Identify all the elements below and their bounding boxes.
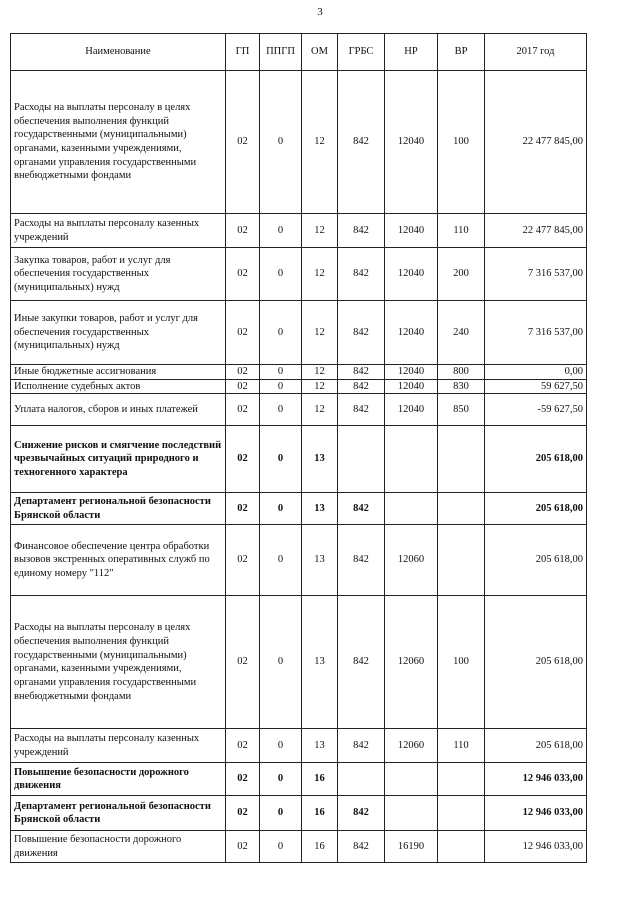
row-gp: 02 <box>226 796 260 831</box>
row-ppgp: 0 <box>260 525 302 596</box>
row-amount: 205 618,00 <box>485 525 587 596</box>
row-grbs: 842 <box>338 493 385 525</box>
table-row <box>11 248 587 301</box>
row-ppgp: 0 <box>260 796 302 831</box>
row-name: Департамент региональной безопасности Брянской области <box>11 493 226 525</box>
row-amount: 22 477 845,00 <box>485 71 587 214</box>
row-vr: 200 <box>438 248 485 301</box>
row-np: 12060 <box>385 596 438 729</box>
row-vr: 240 <box>438 301 485 365</box>
row-ppgp: 0 <box>260 426 302 493</box>
row-amount: -59 627,50 <box>485 394 587 426</box>
row-np <box>385 796 438 831</box>
row-gp: 02 <box>226 248 260 301</box>
header-row <box>11 34 587 71</box>
row-gp: 02 <box>226 729 260 763</box>
row-ppgp: 0 <box>260 365 302 380</box>
table-row <box>11 493 587 525</box>
row-amount: 12 946 033,00 <box>485 796 587 831</box>
table-row <box>11 394 587 426</box>
row-name: Департамент региональной безопасности Брянской области <box>11 796 226 831</box>
row-om: 12 <box>302 214 338 248</box>
budget-table <box>10 33 587 863</box>
table-row <box>11 379 587 394</box>
row-gp: 02 <box>226 71 260 214</box>
row-np: 12040 <box>385 214 438 248</box>
row-amount: 0,00 <box>485 365 587 380</box>
row-om: 16 <box>302 831 338 863</box>
row-om: 13 <box>302 596 338 729</box>
row-np <box>385 426 438 493</box>
page-number: 3 <box>317 6 323 18</box>
row-om: 12 <box>302 379 338 394</box>
row-amount: 7 316 537,00 <box>485 301 587 365</box>
row-grbs: 842 <box>338 71 385 214</box>
row-name: Снижение рисков и смягчение последствий чрезвычайных ситуаций природного и техногенного характера <box>11 426 226 493</box>
row-gp: 02 <box>226 831 260 863</box>
row-om: 13 <box>302 729 338 763</box>
header-year: 2017 год <box>485 34 587 71</box>
row-grbs: 842 <box>338 525 385 596</box>
row-ppgp: 0 <box>260 301 302 365</box>
row-vr: 100 <box>438 71 485 214</box>
row-vr <box>438 426 485 493</box>
row-vr: 830 <box>438 379 485 394</box>
row-gp: 02 <box>226 493 260 525</box>
row-vr: 110 <box>438 214 485 248</box>
row-vr <box>438 831 485 863</box>
row-np: 12060 <box>385 525 438 596</box>
table-row <box>11 596 587 729</box>
row-grbs: 842 <box>338 796 385 831</box>
row-om: 12 <box>302 301 338 365</box>
row-amount: 59 627,50 <box>485 379 587 394</box>
row-vr <box>438 493 485 525</box>
table-row <box>11 729 587 763</box>
row-ppgp: 0 <box>260 596 302 729</box>
row-amount: 205 618,00 <box>485 729 587 763</box>
row-om: 13 <box>302 426 338 493</box>
row-name: Расходы на выплаты персоналу в целях обеспечения выполнения функций государственными (муниципальными) органами, казенными учреждениями, органами управления государственными внебюджетными фондами <box>11 596 226 729</box>
header-vr: ВР <box>438 34 485 71</box>
row-om: 13 <box>302 525 338 596</box>
header-om: ОМ <box>302 34 338 71</box>
row-name: Повышение безопасности дорожного движения <box>11 763 226 796</box>
row-np: 12040 <box>385 301 438 365</box>
row-om: 13 <box>302 493 338 525</box>
row-name: Повышение безопасности дорожного движения <box>11 831 226 863</box>
row-name: Уплата налогов, сборов и иных платежей <box>11 394 226 426</box>
row-name: Финансовое обеспечение центра обработки вызовов экстренных оперативных служб по единому номеру "112" <box>11 525 226 596</box>
row-om: 16 <box>302 796 338 831</box>
row-om: 12 <box>302 71 338 214</box>
row-np: 12040 <box>385 365 438 380</box>
row-vr: 850 <box>438 394 485 426</box>
row-ppgp: 0 <box>260 379 302 394</box>
row-name: Иные закупки товаров, работ и услуг для обеспечения государственных (муниципальных) нужд <box>11 301 226 365</box>
row-amount: 12 946 033,00 <box>485 763 587 796</box>
row-grbs: 842 <box>338 831 385 863</box>
row-np <box>385 763 438 796</box>
row-vr: 100 <box>438 596 485 729</box>
header-gp: ГП <box>226 34 260 71</box>
table-row <box>11 301 587 365</box>
row-vr <box>438 525 485 596</box>
table-row <box>11 525 587 596</box>
row-ppgp: 0 <box>260 214 302 248</box>
table-row <box>11 214 587 248</box>
row-gp: 02 <box>226 525 260 596</box>
row-gp: 02 <box>226 596 260 729</box>
row-name: Иные бюджетные ассигнования <box>11 365 226 380</box>
row-amount: 7 316 537,00 <box>485 248 587 301</box>
row-gp: 02 <box>226 379 260 394</box>
row-name: Закупка товаров, работ и услуг для обеспечения государственных (муниципальных) нужд <box>11 248 226 301</box>
row-gp: 02 <box>226 394 260 426</box>
row-ppgp: 0 <box>260 493 302 525</box>
row-vr <box>438 796 485 831</box>
row-amount: 205 618,00 <box>485 493 587 525</box>
row-grbs: 842 <box>338 379 385 394</box>
row-om: 12 <box>302 248 338 301</box>
row-np: 12040 <box>385 379 438 394</box>
row-gp: 02 <box>226 763 260 796</box>
row-amount: 205 618,00 <box>485 426 587 493</box>
row-vr: 800 <box>438 365 485 380</box>
row-np: 12060 <box>385 729 438 763</box>
row-gp: 02 <box>226 365 260 380</box>
row-name: Расходы на выплаты персоналу казенных учреждений <box>11 729 226 763</box>
row-np: 12040 <box>385 394 438 426</box>
row-name: Расходы на выплаты персоналу в целях обеспечения выполнения функций государственными (муниципальными) органами, казенными учреждениями, органами управления государственными внебюджетными фондами <box>11 71 226 214</box>
row-vr <box>438 763 485 796</box>
row-om: 16 <box>302 763 338 796</box>
row-ppgp: 0 <box>260 729 302 763</box>
row-ppgp: 0 <box>260 71 302 214</box>
row-grbs: 842 <box>338 365 385 380</box>
table-row <box>11 796 587 831</box>
row-grbs: 842 <box>338 301 385 365</box>
row-np: 16190 <box>385 831 438 863</box>
row-gp: 02 <box>226 426 260 493</box>
row-ppgp: 0 <box>260 394 302 426</box>
row-grbs <box>338 763 385 796</box>
row-name: Расходы на выплаты персоналу казенных учреждений <box>11 214 226 248</box>
row-amount: 22 477 845,00 <box>485 214 587 248</box>
row-gp: 02 <box>226 301 260 365</box>
row-np: 12040 <box>385 71 438 214</box>
row-grbs: 842 <box>338 729 385 763</box>
table-row <box>11 365 587 380</box>
row-amount: 205 618,00 <box>485 596 587 729</box>
row-om: 12 <box>302 394 338 426</box>
header-grbs: ГРБС <box>338 34 385 71</box>
row-np <box>385 493 438 525</box>
row-grbs: 842 <box>338 596 385 729</box>
header-np: НР <box>385 34 438 71</box>
row-amount: 12 946 033,00 <box>485 831 587 863</box>
row-ppgp: 0 <box>260 763 302 796</box>
row-name: Исполнение судебных актов <box>11 379 226 394</box>
table-row <box>11 426 587 493</box>
row-grbs <box>338 426 385 493</box>
row-vr: 110 <box>438 729 485 763</box>
header-ppgp: ППГП <box>260 34 302 71</box>
row-gp: 02 <box>226 214 260 248</box>
row-grbs: 842 <box>338 394 385 426</box>
row-om: 12 <box>302 365 338 380</box>
table-row <box>11 831 587 863</box>
table-row <box>11 763 587 796</box>
row-grbs: 842 <box>338 248 385 301</box>
header-name: Наименование <box>11 34 226 71</box>
table-row <box>11 71 587 214</box>
row-ppgp: 0 <box>260 248 302 301</box>
row-np: 12040 <box>385 248 438 301</box>
row-grbs: 842 <box>338 214 385 248</box>
row-ppgp: 0 <box>260 831 302 863</box>
